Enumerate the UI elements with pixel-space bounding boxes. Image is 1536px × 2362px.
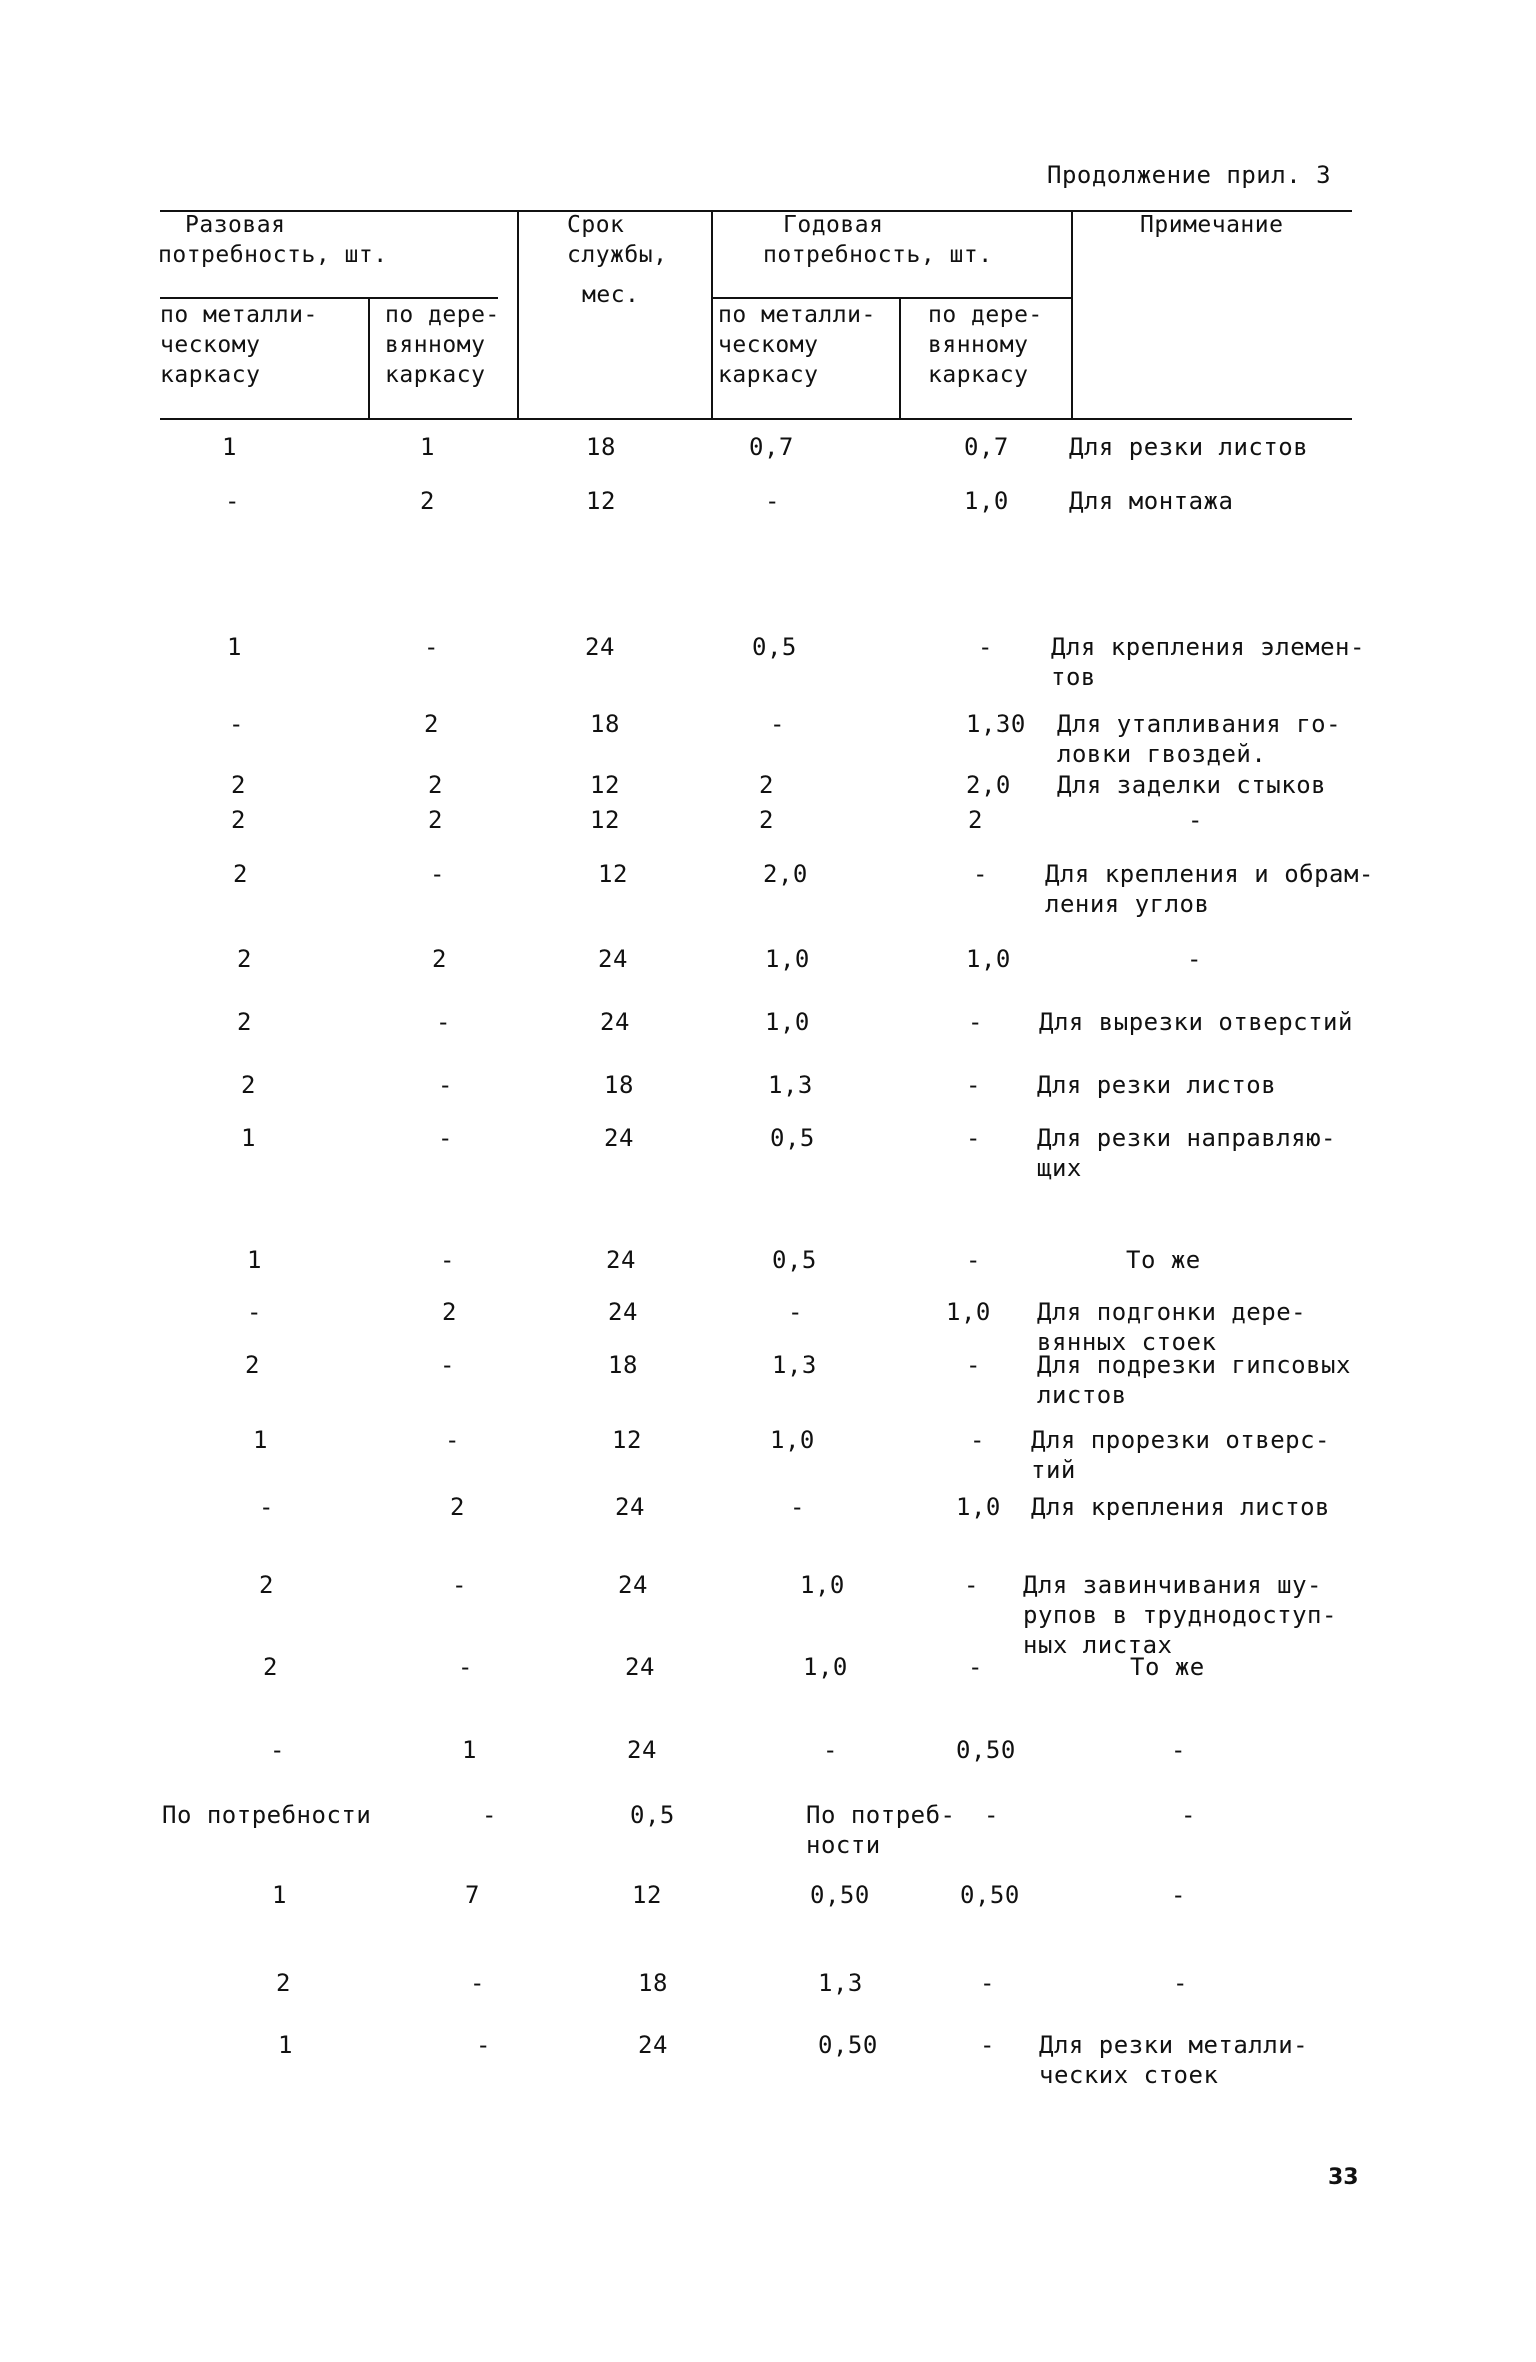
- col-divider-1: [517, 210, 519, 419]
- cell-onetime-wood: 1: [420, 433, 435, 461]
- cell-service-life: 18: [608, 1351, 638, 1379]
- cell-annual-metal: 1,3: [768, 1071, 813, 1099]
- cell-annual-wood: -: [966, 1071, 981, 1099]
- cell-annual-metal: 2: [759, 771, 774, 799]
- cell-service-life: 12: [590, 806, 620, 834]
- cell-note: рупов в труднодоступ-: [1023, 1601, 1337, 1629]
- cell-onetime-metal: 2: [263, 1653, 278, 1681]
- cell-note: Для крепления и обрам-: [1045, 860, 1374, 888]
- cell-service-life: 12: [598, 860, 628, 888]
- cell-onetime-metal: -: [247, 1298, 262, 1326]
- cell-note: Для подгонки дере-: [1037, 1298, 1307, 1326]
- cell-service-life: 12: [612, 1426, 642, 1454]
- cell-service-life: 0,5: [630, 1801, 675, 1829]
- continuation-label: Продолжение прил. 3: [1047, 161, 1332, 189]
- cell-onetime-metal: 1: [253, 1426, 268, 1454]
- cell-service-life: 24: [585, 633, 615, 661]
- cell-annual-wood: -: [978, 633, 993, 661]
- cell-service-life: 12: [586, 487, 616, 515]
- cell-onetime-metal: 2: [245, 1351, 260, 1379]
- cell-service-life: 12: [590, 771, 620, 799]
- cell-onetime-metal: 2: [276, 1969, 291, 1997]
- cell-annual-metal: -: [770, 710, 785, 738]
- cell-annual-metal: 1,3: [818, 1969, 863, 1997]
- cell-note: щих: [1037, 1154, 1082, 1182]
- cell-note: -: [1181, 1801, 1196, 1829]
- cell-note: тов: [1051, 663, 1096, 691]
- cell-onetime-wood: -: [438, 1071, 453, 1099]
- cell-annual-wood: 2: [968, 806, 983, 834]
- cell-annual-metal: 2,0: [763, 860, 808, 888]
- cell-onetime-metal: 1: [278, 2031, 293, 2059]
- cell-onetime-metal: 2: [241, 1071, 256, 1099]
- cell-annual-metal: 1,0: [803, 1653, 848, 1681]
- cell-annual-metal: По потреб- ности: [806, 1801, 956, 1859]
- cell-service-life: 18: [586, 433, 616, 461]
- cell-service-life: 18: [590, 710, 620, 738]
- cell-onetime-metal: 1: [241, 1124, 256, 1152]
- cell-note: -: [1171, 1736, 1186, 1764]
- cell-onetime-metal: -: [229, 710, 244, 738]
- cell-onetime-wood: -: [440, 1246, 455, 1274]
- cell-note: Для резки металли-: [1039, 2031, 1309, 2059]
- cell-note: тий: [1031, 1456, 1076, 1484]
- cell-annual-wood: -: [970, 1426, 985, 1454]
- cell-onetime-metal: -: [270, 1736, 285, 1764]
- cell-onetime-wood: -: [445, 1426, 460, 1454]
- cell-note: листов: [1037, 1381, 1127, 1409]
- cell-note: ческих стоек: [1039, 2061, 1219, 2089]
- cell-annual-wood: -: [980, 1969, 995, 1997]
- cell-onetime-metal: 1: [222, 433, 237, 461]
- cell-onetime-metal: 1: [227, 633, 242, 661]
- cell-annual-wood: 0,7: [964, 433, 1009, 461]
- cell-annual-wood: -: [968, 1653, 983, 1681]
- cell-note: Для крепления элемен-: [1051, 633, 1365, 661]
- cell-annual-metal: 1,0: [800, 1571, 845, 1599]
- cell-annual-wood: -: [973, 860, 988, 888]
- cell-annual-wood: -: [984, 1801, 999, 1829]
- cell-service-life: 18: [638, 1969, 668, 1997]
- cell-onetime-wood: -: [430, 860, 445, 888]
- onetime-divider: [368, 298, 370, 419]
- cell-annual-wood: -: [964, 1571, 979, 1599]
- cell-annual-metal: 0,50: [810, 1881, 870, 1909]
- cell-annual-metal: 0,5: [772, 1246, 817, 1274]
- cell-onetime-wood: 2: [420, 487, 435, 515]
- cell-service-life: 24: [615, 1493, 645, 1521]
- cell-onetime-metal: -: [259, 1493, 274, 1521]
- cell-annual-metal: 1,0: [765, 945, 810, 973]
- cell-onetime-metal: 2: [237, 1008, 252, 1036]
- cell-note: вянных стоек: [1037, 1328, 1217, 1356]
- cell-note: Для завинчивания шу-: [1023, 1571, 1322, 1599]
- cell-onetime-wood: 7: [465, 1881, 480, 1909]
- cell-annual-wood: -: [968, 1008, 983, 1036]
- cell-onetime-metal: 1: [272, 1881, 287, 1909]
- cell-service-life: 12: [632, 1881, 662, 1909]
- cell-onetime-wood: 2: [442, 1298, 457, 1326]
- cell-annual-wood: 1,0: [946, 1298, 991, 1326]
- cell-annual-metal: 1,0: [765, 1008, 810, 1036]
- cell-onetime-wood: 2: [428, 806, 443, 834]
- cell-onetime-wood: -: [458, 1653, 473, 1681]
- cell-annual-wood: 1,0: [966, 945, 1011, 973]
- cell-service-life: 24: [598, 945, 628, 973]
- cell-note: То же: [1130, 1653, 1205, 1681]
- cell-note: -: [1187, 945, 1202, 973]
- cell-onetime-metal: -: [225, 487, 240, 515]
- cell-service-life: 24: [608, 1298, 638, 1326]
- annual-divider: [899, 298, 901, 419]
- cell-note: Для подрезки гипсовых: [1037, 1351, 1351, 1379]
- cell-note: Для прорезки отверс-: [1031, 1426, 1330, 1454]
- cell-annual-wood: 1,0: [964, 487, 1009, 515]
- cell-onetime-metal: 2: [231, 771, 246, 799]
- cell-annual-metal: 2: [759, 806, 774, 834]
- cell-service-life: 24: [604, 1124, 634, 1152]
- annual-sub-rule: [711, 297, 1071, 299]
- cell-onetime-wood: -: [424, 633, 439, 661]
- cell-service-life: 24: [600, 1008, 630, 1036]
- page-number: 33: [1328, 2165, 1359, 2190]
- cell-note: ловки гвоздей.: [1057, 740, 1267, 768]
- cell-service-life: 24: [606, 1246, 636, 1274]
- cell-onetime-metal: 2: [237, 945, 252, 973]
- cell-note: Для утапливания го-: [1057, 710, 1342, 738]
- cell-service-life: 24: [627, 1736, 657, 1764]
- cell-note: Для вырезки отверстий: [1039, 1008, 1353, 1036]
- cell-onetime-wood: -: [440, 1351, 455, 1379]
- cell-annual-metal: 0,5: [770, 1124, 815, 1152]
- cell-onetime-metal: 2: [233, 860, 248, 888]
- col-divider-3: [1071, 210, 1073, 419]
- onetime-sub-rule: [160, 297, 498, 299]
- cell-annual-wood: 0,50: [956, 1736, 1016, 1764]
- cell-note: Для резки направляю-: [1037, 1124, 1336, 1152]
- cell-service-life: 24: [638, 2031, 668, 2059]
- cell-annual-wood: -: [966, 1351, 981, 1379]
- cell-annual-wood: -: [966, 1124, 981, 1152]
- cell-annual-wood: -: [966, 1246, 981, 1274]
- cell-onetime-wood: -: [470, 1969, 485, 1997]
- cell-annual-metal: 0,50: [818, 2031, 878, 2059]
- col-divider-2: [711, 210, 713, 419]
- cell-onetime-metal: 2: [231, 806, 246, 834]
- cell-note: Для монтажа: [1069, 487, 1234, 515]
- cell-annual-wood: 2,0: [966, 771, 1011, 799]
- cell-note: То же: [1126, 1246, 1201, 1274]
- cell-onetime-wood: 2: [424, 710, 439, 738]
- cell-annual-wood: -: [980, 2031, 995, 2059]
- cell-note: Для резки листов: [1037, 1071, 1277, 1099]
- cell-onetime-wood: 2: [432, 945, 447, 973]
- cell-onetime-wood: 2: [450, 1493, 465, 1521]
- header-note: Примечание: [1140, 212, 1284, 238]
- cell-onetime-wood: -: [452, 1571, 467, 1599]
- cell-note: Для резки листов: [1069, 433, 1309, 461]
- cell-onetime-wood: -: [436, 1008, 451, 1036]
- cell-onetime-wood: 1: [462, 1736, 477, 1764]
- cell-onetime-wood: -: [476, 2031, 491, 2059]
- cell-note: -: [1173, 1969, 1188, 1997]
- cell-onetime-metal: 1: [247, 1246, 262, 1274]
- cell-onetime-wood: -: [482, 1801, 497, 1829]
- cell-annual-metal: 0,5: [752, 633, 797, 661]
- cell-note: -: [1188, 806, 1203, 834]
- cell-annual-wood: 1,0: [956, 1493, 1001, 1521]
- cell-note: -: [1171, 1881, 1186, 1909]
- cell-annual-metal: 0,7: [749, 433, 794, 461]
- cell-annual-metal: 1,3: [772, 1351, 817, 1379]
- cell-note: ления углов: [1045, 890, 1210, 918]
- cell-annual-wood: 1,30: [966, 710, 1026, 738]
- cell-note: Для крепления листов: [1031, 1493, 1330, 1521]
- cell-note: Для заделки стыков: [1057, 771, 1327, 799]
- cell-onetime-metal: По потребности: [162, 1801, 372, 1829]
- cell-onetime-metal: 2: [259, 1571, 274, 1599]
- cell-annual-metal: -: [788, 1298, 803, 1326]
- cell-onetime-wood: 2: [428, 771, 443, 799]
- cell-note: ных листах: [1023, 1631, 1173, 1659]
- cell-service-life: 24: [618, 1571, 648, 1599]
- cell-annual-metal: -: [765, 487, 780, 515]
- cell-service-life: 18: [604, 1071, 634, 1099]
- cell-annual-wood: 0,50: [960, 1881, 1020, 1909]
- cell-annual-metal: -: [790, 1493, 805, 1521]
- table-header-bottom-rule: [160, 418, 1352, 420]
- cell-service-life: 24: [625, 1653, 655, 1681]
- cell-annual-metal: 1,0: [770, 1426, 815, 1454]
- cell-annual-metal: -: [823, 1736, 838, 1764]
- cell-onetime-wood: -: [438, 1124, 453, 1152]
